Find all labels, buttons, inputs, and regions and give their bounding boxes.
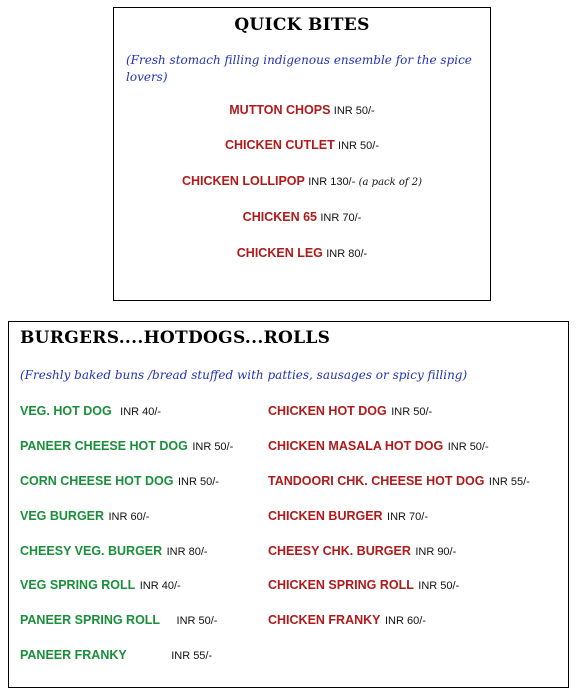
veg-item xyxy=(20,611,217,629)
item-price: INR 80/- xyxy=(326,248,368,260)
veg-item xyxy=(20,576,181,594)
item-name: TANDOORI CHK. CHEESE HOT DOG xyxy=(268,474,485,488)
item-price: INR 50/- xyxy=(418,580,460,592)
burgers-subtitle: (Freshly baked buns /bread stuffed with patties, sausages or spicy filling) xyxy=(20,368,468,382)
nonveg-item xyxy=(268,437,489,455)
item-name: CHICKEN SPRING ROLL xyxy=(268,578,414,592)
item-price: INR 80/- xyxy=(166,546,208,558)
item-name: CHICKEN LOLLIPOP xyxy=(181,174,305,188)
item-price: INR 50/- xyxy=(177,476,219,488)
item-price: INR 90/- xyxy=(415,546,457,558)
menu-item xyxy=(114,210,490,224)
nonveg-item xyxy=(268,611,426,629)
item-name: VEG SPRING ROLL xyxy=(20,578,136,592)
item-name: CHEESY CHK. BURGER xyxy=(268,544,411,558)
nonveg-item xyxy=(268,402,432,420)
veg-item xyxy=(20,402,161,420)
veg-item xyxy=(20,437,233,455)
menu-item xyxy=(114,103,490,117)
nonveg-item xyxy=(268,472,530,490)
item-name: PANEER FRANKY xyxy=(20,648,127,662)
veg-item xyxy=(20,472,219,490)
item-name: CHICKEN MASALA HOT DOG xyxy=(268,439,444,453)
nonveg-item xyxy=(268,507,428,525)
item-price: INR 40/- xyxy=(120,406,162,418)
item-price: INR 50/- xyxy=(447,441,489,453)
item-price: INR 55/- xyxy=(171,650,213,662)
item-name: CHICKEN FRANKY xyxy=(268,613,381,627)
item-price: INR 60/- xyxy=(108,511,150,523)
quick-bites-title: QUICK BITES xyxy=(234,15,370,35)
item-price: INR 50/- xyxy=(333,105,375,117)
item-name: VEG BURGER xyxy=(20,509,105,523)
nonveg-item xyxy=(268,576,459,594)
nonveg-item xyxy=(268,542,456,560)
item-price: INR 70/- xyxy=(320,212,362,224)
item-price: INR 50/- xyxy=(192,441,234,453)
item-note: (a pack of 2) xyxy=(358,177,423,188)
veg-item xyxy=(20,646,212,664)
item-name: CHICKEN HOT DOG xyxy=(268,404,387,418)
quick-bites-subtitle: (Fresh stomach filling indigenous ensemble for the spice lovers) xyxy=(126,53,472,84)
burgers-section xyxy=(8,321,569,688)
menu-item xyxy=(114,174,490,188)
item-name: CORN CHEESE HOT DOG xyxy=(20,474,174,488)
item-price: INR 60/- xyxy=(384,615,426,627)
item-name: CHICKEN LEG xyxy=(236,246,323,260)
menu-item xyxy=(114,246,490,260)
item-name: CHICKEN CUTLET xyxy=(224,138,335,152)
item-price: INR 50/- xyxy=(176,615,218,627)
item-price: INR 50/- xyxy=(338,140,380,152)
item-name: CHICKEN 65 xyxy=(242,210,317,224)
item-price: INR 50/- xyxy=(391,406,433,418)
burgers-title: BURGERS....HOTDOGS...ROLLS xyxy=(20,328,331,348)
item-name: CHICKEN BURGER xyxy=(268,509,383,523)
veg-item xyxy=(20,507,149,525)
menu-item xyxy=(114,138,490,152)
item-name: VEG. HOT DOG xyxy=(20,404,112,418)
item-name: PANEER SPRING ROLL xyxy=(20,613,161,627)
item-price: INR 130/- xyxy=(308,176,356,188)
veg-item xyxy=(20,542,208,560)
quick-bites-section xyxy=(113,7,491,301)
item-price: INR 55/- xyxy=(488,476,530,488)
item-price: INR 70/- xyxy=(387,511,429,523)
item-name: CHEESY VEG. BURGER xyxy=(20,544,163,558)
item-name: MUTTON CHOPS xyxy=(229,103,331,117)
item-price: INR 40/- xyxy=(139,580,181,592)
item-name: PANEER CHEESE HOT DOG xyxy=(20,439,188,453)
